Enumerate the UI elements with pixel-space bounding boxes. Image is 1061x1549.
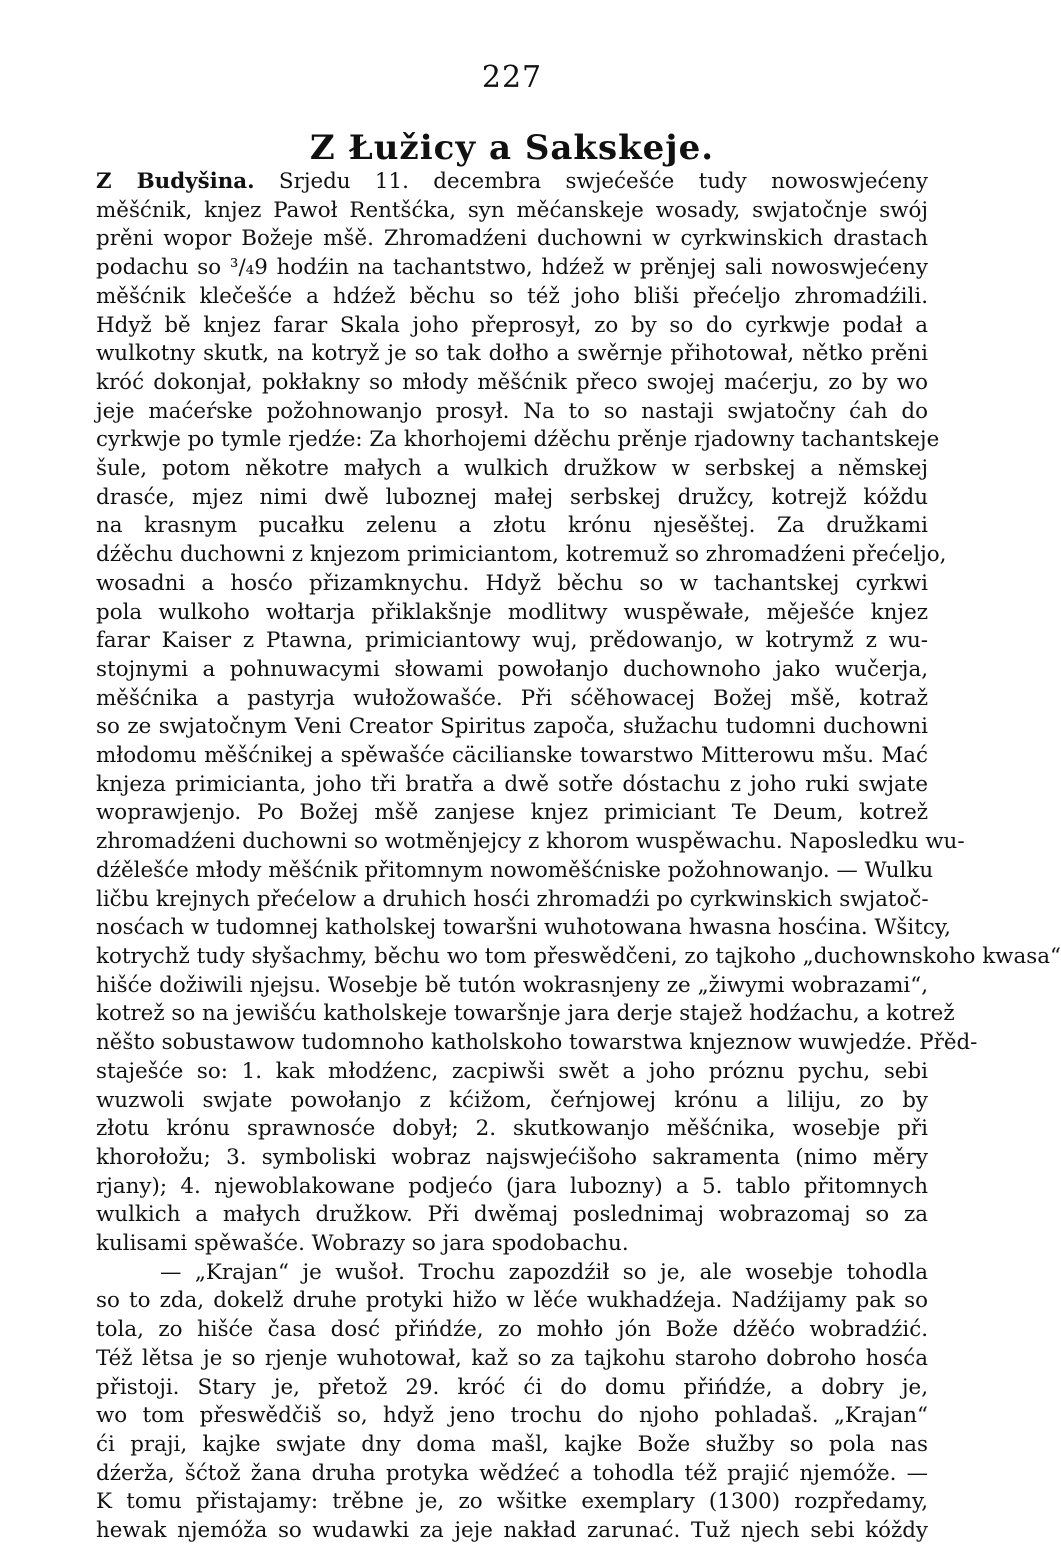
text-line: drasće, mjez nimi dwě luboznej małej serbskej družcy, kotrejž kóždu (96, 484, 928, 510)
text-line: dźerža, šćtož žana druha protyka wědźeć a tohodla též prajić njemóže. — (96, 1460, 928, 1486)
text-line: nosćach w tudomnej katholskej towaršni wuhotowana hwasna hosćina. Wšitcy, (96, 915, 951, 941)
text-line: cyrkwje po tymle rjedźe: Za khorhojemi dźěchu prěnje rjadowny tachantskeje (96, 427, 940, 453)
text-line: — „Krajan“ je wušoł. Trochu zapozdźił so je, ale wosebje tohodla (160, 1259, 928, 1285)
text-line: Též lětsa je so rjenje wuhotował, kaž so za tajkohu staroho dobroho hosća (96, 1345, 928, 1371)
text-line: so to zda, dokelž druhe protyki hižo w lěće wukhadźeja. Nadźijamy pak so (96, 1288, 928, 1314)
text-line: stojnymi a pohnuwacymi słowami powołanjo duchownoho jako wučerja, (96, 656, 928, 682)
article-body (96, 168, 1061, 1546)
text-line: kotrež so na jewišću katholskeje towaršnje jara derje stajež hodźachu, a kotrež (96, 1001, 955, 1027)
text-line: farar Kaiser z Ptawna, primiciantowy wuj, prědowanjo, w kotrymž z wu- (96, 628, 928, 654)
text-line: měšćnik, knjez Pawoł Rentšćka, syn měćanskeje wosady, swjatočnje swój (96, 197, 928, 223)
text-line: měšćnik klečešće a hdźež běchu so též joho bliši přećeljo zhromadźili. (96, 283, 928, 309)
text-line: hišće dožiwili njejsu. Wosebje bě tutón wokrasnjeny ze „žiwymi wobrazami“, (96, 972, 928, 998)
text-line: jeje maćeŕske požohnowanjo prosył. Na to so nastaji swjatočny ćah do (96, 398, 928, 424)
text-line: staješće so: 1. kak młodźenc, zacpiwši swět a joho próznu pychu, sebi (96, 1058, 928, 1084)
text-line: něšto sobustawow tudomnoho katholskoho towarstwa knjeznow wuwjedźe. Přěd- (96, 1030, 978, 1056)
text-line: khorołožu; 3. symboliski wobraz najswjećišoho sakramenta (nimo měry (96, 1144, 928, 1170)
text-line: měšćnika a pastyrja wułožowašće. Při sćěhowacej Božej mšě, kotraž (96, 685, 928, 711)
article-lead: Z Budyšina. (96, 169, 255, 194)
text-line: wo tom přeswědčiš so, hdyž jeno trochu do njoho pohladaš. „Krajan“ (96, 1403, 928, 1429)
text-line (96, 168, 928, 197)
text-line: dźělešće młody měšćnik přitomnym nowoměšćniske požohnowanjo. — Wulku (96, 857, 934, 883)
text-line: K tomu přistajamy: trěbne je, zo wšitke exemplary (1300) rozpředamy, (96, 1489, 928, 1515)
text-line: ličbu krejnych přećelow a druhich hosći zhromadźi po cyrkwinskich swjatoč- (96, 886, 929, 912)
text-line: kotrychž tudy słyšachmy, běchu wo tom přeswědčeni, zo tajkoho „duchownskoho kwasa“ (96, 943, 1061, 969)
text-line: pola wulkoho wołtarja přiklakšnje modlitwy wuspěwałe, měješće knjez (96, 599, 928, 625)
text-line: złotu krónu sprawnosće dobył; 2. skutkowanjo měšćnika, wosebje při (96, 1116, 928, 1142)
text-line: zhromadźeni duchowni so wotměnjejcy z khorom wuspěwachu. Naposledku wu- (96, 829, 965, 855)
article-paragraph (96, 168, 1061, 1259)
text-line: wuzwoli swjate powołanjo z kćižom, čeŕnjowej krónu a liliju, zo by (96, 1087, 928, 1113)
text-line: młodomu měšćnikej a spěwašće cäcilianske towarstwo Mitterowu mšu. Mać (96, 743, 928, 769)
text-line: kulisami spěwašće. Wobrazy so jara spodobachu. (96, 1231, 629, 1257)
text-line: Hdyž bě knjez farar Skala joho přeprosył, zo by so do cyrkwje podał a (96, 312, 928, 338)
document-page (96, 0, 1061, 1549)
text-line-content: Srjedu 11. decembra swjećešće tudy nowoswjećeny (254, 169, 928, 194)
text-line: šule, potom někotre małych a wulkich družkow w serbskej a němskej (96, 456, 928, 482)
text-line: ći praji, kajke swjate dny doma mašl, kajke Bože słužby so pola nas (96, 1431, 928, 1457)
text-line: podachu so ³/₄9 hodźin na tachantstwo, hdźež w prěnjej sali nowoswjećeny (96, 255, 928, 281)
section-heading: Z Łužicy a Sakskeje. (309, 128, 715, 168)
text-line: wosadni a hosćo přizamknychu. Hdyž běchu so w tachantskej cyrkwi (96, 570, 928, 596)
text-line: wulkotny skutk, na kotryž je so tak dołho a swěrnje přihotował, nětko prěni (96, 341, 928, 367)
text-line: přistoji. Stary je, přetož 29. króć ći do domu přińdźe, a dobry je, (96, 1374, 928, 1400)
text-line: króć dokonjał, pokłakny so młody měšćnik přeco swojej maćerju, zo by wo (96, 369, 928, 395)
text-line: rjany); 4. njewoblakowane podjećo (jara lubozny) a 5. tablo přitomnych (96, 1173, 928, 1199)
text-line: dźěchu duchowni z knjezom primiciantom, kotremuž so zhromadźeni přećeljo, (96, 542, 947, 568)
text-line: woprawjenjo. Po Božej mšě zanjese knjez primiciant Te Deum, kotrež (96, 800, 928, 826)
text-line: tola, zo hišće časa dosć přińdźe, zo mohło jón Bože dźěćo wobradźić. (96, 1317, 928, 1343)
text-line: prěni wopor Božeje mšě. Zhromadźeni duchowni w cyrkwinskich drastach (96, 226, 928, 252)
text-line: wulkich a małych družkow. Při dwěmaj posledni̇maj wobrazomaj so za (96, 1202, 928, 1228)
article-paragraph-krajan (96, 1259, 928, 1546)
text-line: na krasnym pucałku zelenu a złotu krónu njesěštej. Za družkami (96, 513, 928, 539)
text-line: knjeza primicianta, joho tři bratřa a dwě sotře dóstachu z joho ruki swjate (96, 771, 928, 797)
text-line: so ze swjatočnym Veni Creator Spiritus započa, słužachu tudomni duchowni (96, 714, 928, 740)
text-line: hewak njemóža so wudawki za jeje nakład zarunać. Tuž njech sebi kóždy (96, 1518, 928, 1544)
page-number: 227 (481, 60, 543, 95)
